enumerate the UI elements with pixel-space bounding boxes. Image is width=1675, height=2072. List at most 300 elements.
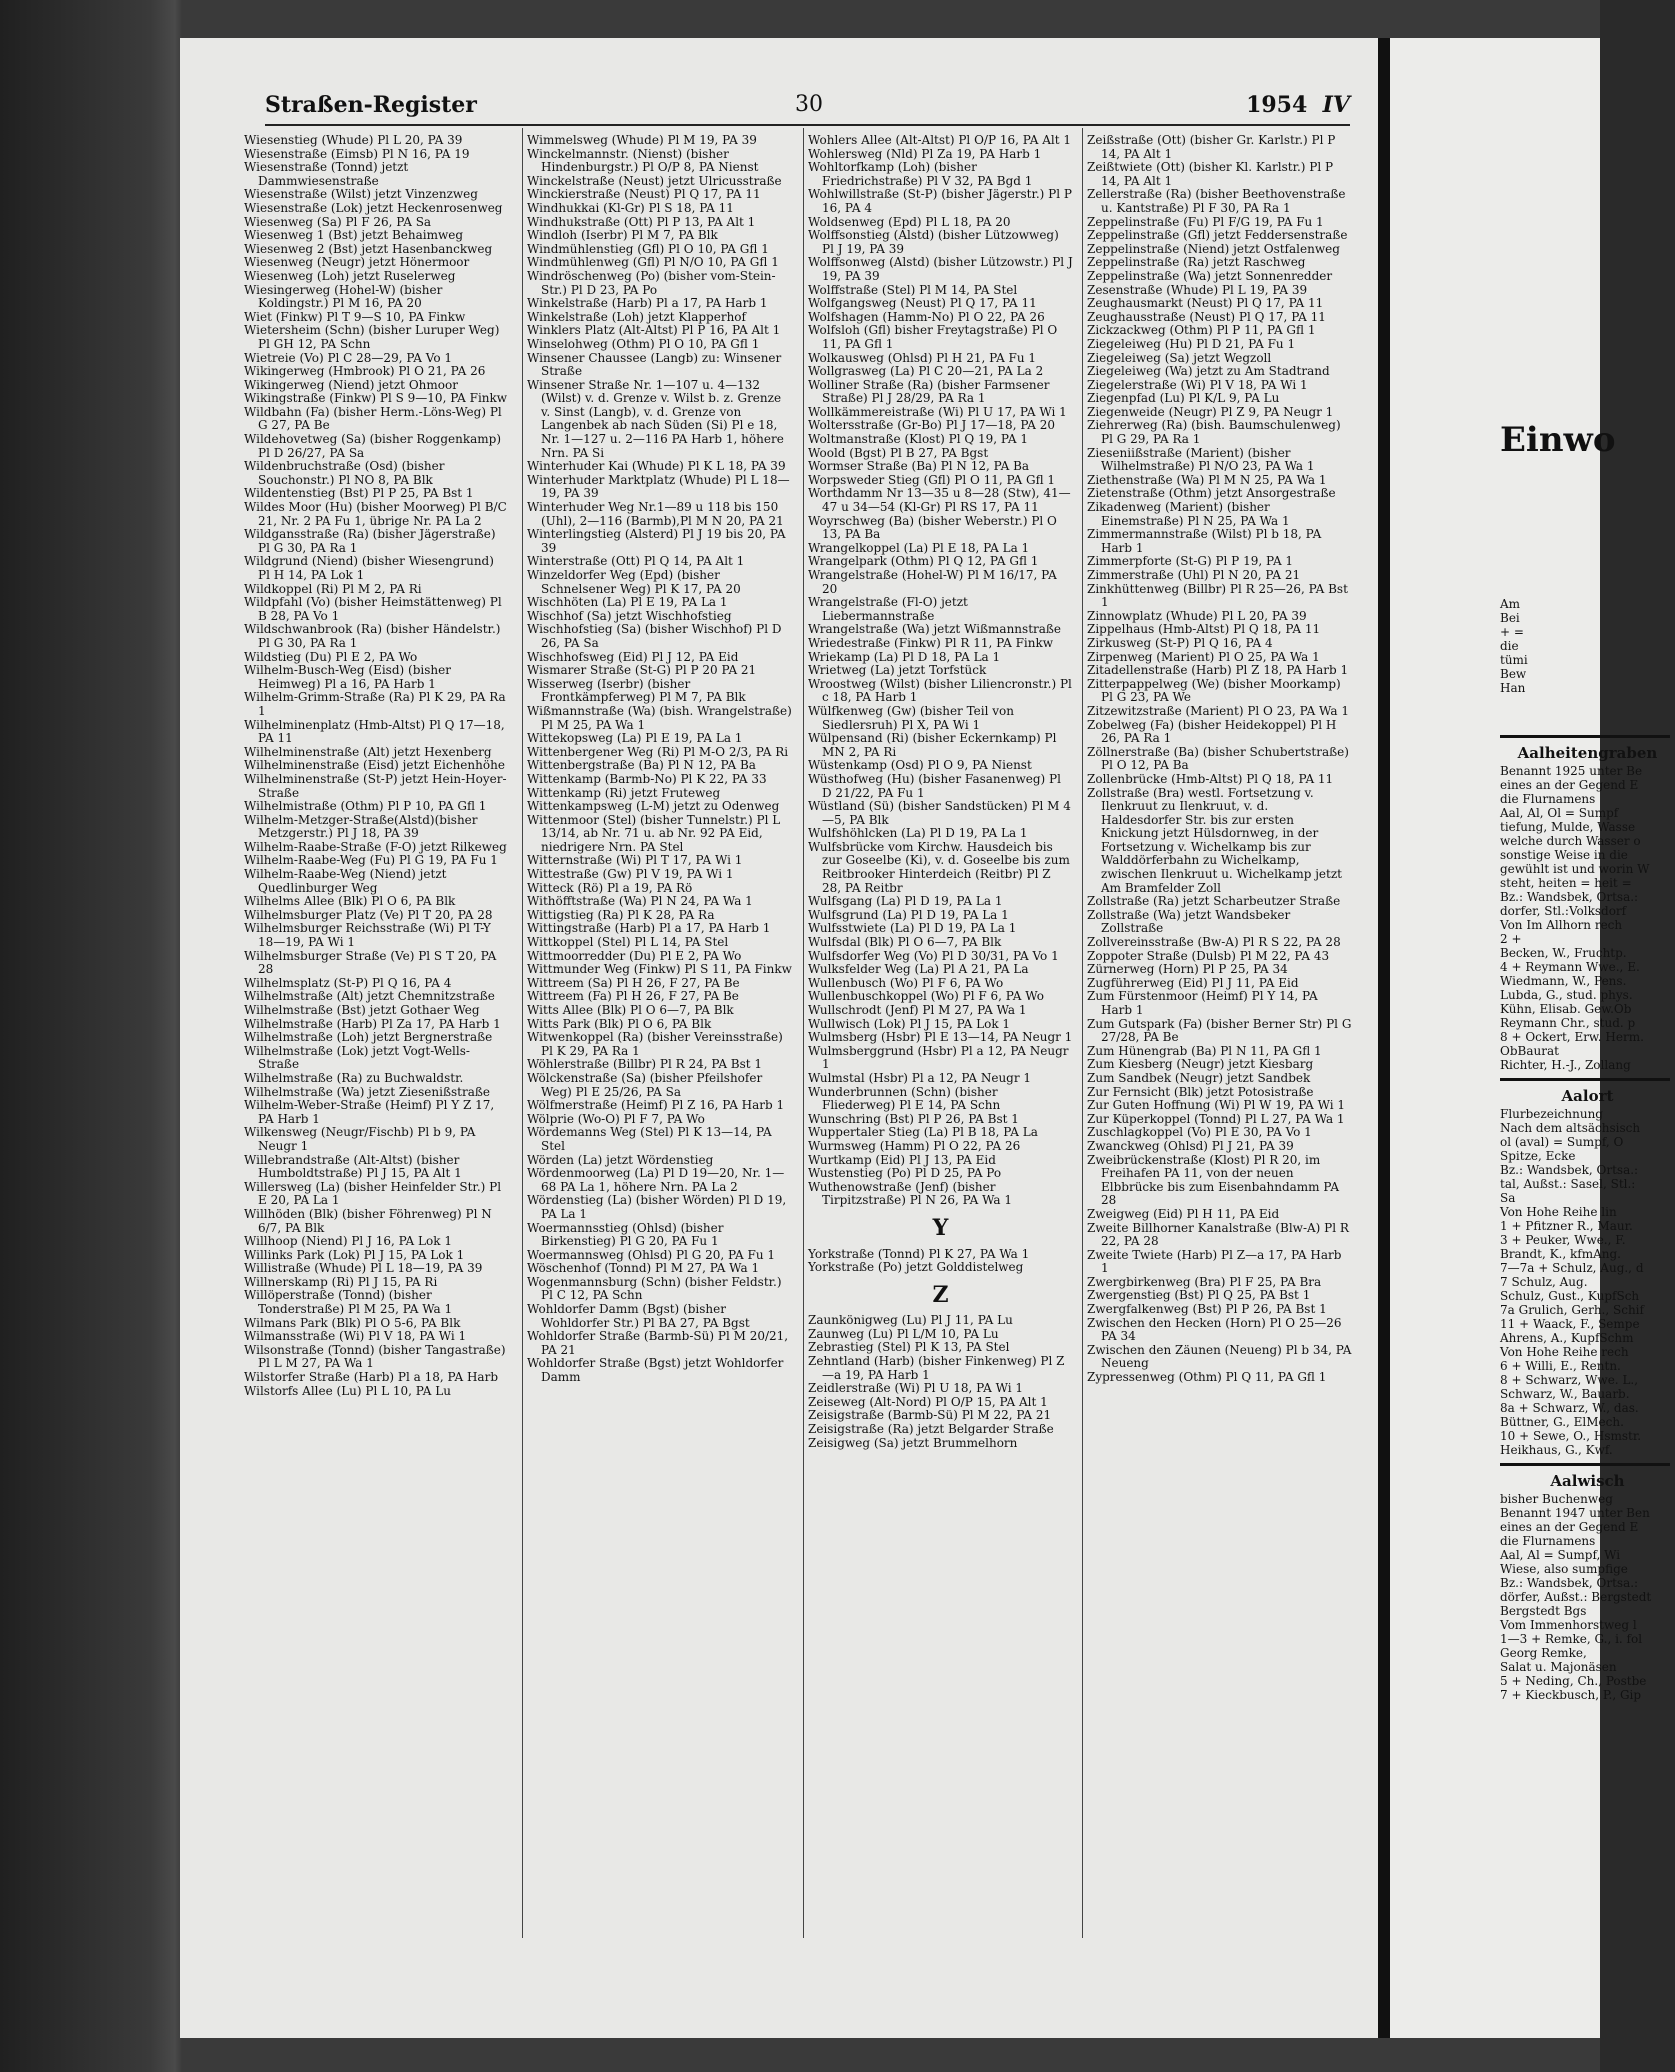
street-entry: Wilkensweg (Neugr/Fischb) Pl b 9, PA Neugr 1 <box>244 1125 476 1153</box>
street-entry: Winterlingstieg (Alsterd) Pl J 19 bis 20, PA 39 <box>527 527 786 555</box>
street-entry: Wilhelmstraße (Bst) jetzt Gothaer Weg <box>244 1003 480 1017</box>
facing-line: dörfer, Außst.: Bergstedt <box>1500 1590 1652 1604</box>
street-entry: Wilhelmsburger Reichsstraße (Wi) Pl T-Y 18—19, PA Wi 1 <box>244 921 491 950</box>
street-entry: Wischhofsweg (Eid) Pl J 12, PA Eid <box>527 649 739 664</box>
street-entry: Winzeldorfer Weg (Epd) (bisher Schnelsener Weg) Pl K 17, PA 20 <box>527 568 741 596</box>
year-volume <box>1246 92 1350 118</box>
street-entry: Woltmanstraße (Klost) Pl Q 19, PA 1 <box>808 432 1029 447</box>
column-divider <box>1082 128 1083 1938</box>
street-entry: Wrangelpark (Othm) Pl Q 12, PA Gfl 1 <box>808 554 1039 569</box>
facing-line: dorfer, Stl.:Volksdorf <box>1500 904 1627 918</box>
facing-line: die Flurnamens <box>1500 1534 1596 1548</box>
street-entry: Zoppoter Straße (Dulsb) Pl M 22, PA 43 <box>1087 948 1330 963</box>
facing-line: bisher Buchenweg <box>1500 1492 1613 1506</box>
facing-line: Richter, H.-J., Zollang <box>1500 1058 1631 1072</box>
street-entry: Zehntland (Harb) (bisher Finkenweg) Pl Z—a 19, PA Harb 1 <box>808 1354 1065 1382</box>
street-entry: Wurmsweg (Hamm) Pl O 22, PA 26 <box>808 1138 1021 1153</box>
street-entry: Wuppertaler Stieg (La) Pl B 18, PA La <box>808 1125 1038 1140</box>
facing-line: Spitze, Ecke <box>1500 1149 1576 1163</box>
street-entry: Wildkoppel (Ri) Pl M 2, PA Ri <box>244 581 422 596</box>
street-entry: Winckierstraße (Neust) Pl Q 17, PA 11 <box>527 187 761 202</box>
street-entry: Wietreie (Vo) Pl C 28—29, PA Vo 1 <box>244 350 453 365</box>
street-entry: Wildschwanbrook (Ra) (bisher Händelstr.) Pl G 30, PA Ra 1 <box>244 622 501 650</box>
facing-line: 6 + Willi, E., Rentn. <box>1500 1359 1621 1373</box>
street-entry: Zirkusweg (St-P) Pl Q 16, PA 4 <box>1087 635 1273 650</box>
street-entry: Wilhelm-Raabe-Straße (F-O) jetzt Rilkeweg <box>244 839 507 854</box>
section-letter: Y <box>932 1214 949 1241</box>
street-entry: Zobelweg (Fa) (bisher Heidekoppel) Pl H 26, PA Ra 1 <box>1087 717 1337 746</box>
facing-line: 10 + Sewe, O., Hsmstr. <box>1500 1429 1642 1443</box>
street-entry: Wolfgangsweg (Neust) Pl Q 17, PA 11 <box>808 296 1037 311</box>
street-entry: Zwischen den Zäunen (Neueng) Pl b 34, PA Neueng <box>1087 1342 1352 1371</box>
facing-line: Vom Immenhorstweg l <box>1500 1618 1637 1632</box>
facing-line: tal, Außst.: Sasel, Stl.: <box>1500 1177 1636 1191</box>
street-entry: Zuschlagkoppel (Vo) Pl E 30, PA Vo 1 <box>1087 1125 1312 1140</box>
street-entry: Zaunkönigweg (Lu) Pl J 11, PA Lu <box>808 1313 1013 1328</box>
street-entry: Ziehrerweg (Ra) (bish. Baumschulenweg) Pl G 29, PA Ra 1 <box>1087 418 1341 447</box>
street-entry: Zweibrückenstraße (Klost) Pl R 20, im Freihafen PA 11, von der neuen Elbbrücke bis zum Eisenbahndamm PA 28 <box>1087 1152 1339 1208</box>
street-entry: Wittmunder Weg (Finkw) Pl S 11, PA Finkw <box>527 962 792 977</box>
street-entry: Wördenmoorweg (La) Pl D 19—20, Nr. 1—68 PA La 1, höhere Nrn. PA La 2 <box>527 1166 785 1194</box>
street-entry: Ziegeleiweg (Sa) jetzt Wegzoll <box>1087 350 1272 365</box>
street-entry: Witteck (Rö) Pl a 19, PA Rö <box>527 880 693 895</box>
street-entry: Wittenmoor (Stel) (bisher Tunnelstr.) Pl L 13/14, ab Nr. 71 u. ab Nr. 92 PA Eid, niedrigere Nrn. PA Stel <box>527 812 781 854</box>
street-entry: Zeißstraße (Ott) (bisher Gr. Karlstr.) Pl P 14, PA Alt 1 <box>1087 133 1336 161</box>
street-entry: Wuthenowstraße (Jenf) (bisher Tirpitzstraße) Pl N 26, PA Wa 1 <box>808 1179 1013 1208</box>
street-entry: Wulmsberggrund (Hsbr) Pl a 12, PA Neugr 1 <box>808 1043 1069 1072</box>
street-entry: Willersweg (La) (bisher Heinfelder Str.) Pl E 20, PA La 1 <box>244 1179 502 1208</box>
street-entry: Wulfsdorfer Weg (Vo) Pl D 30/31, PA Vo 1 <box>808 948 1059 963</box>
street-entry: Zeisigweg (Sa) jetzt Brummelhorn <box>808 1435 1018 1450</box>
street-entry: Wiesenweg (Loh) jetzt Ruselerweg <box>244 268 456 283</box>
street-entry: Wilhelminenstraße (Alt) jetzt Hexenberg <box>244 744 492 759</box>
street-column-3 <box>808 134 1073 1450</box>
street-entry: Woltersstraße (Gr-Bo) Pl J 17—18, PA 20 <box>808 418 1056 433</box>
facing-section-title: Aalheitengraben <box>1517 744 1658 762</box>
street-entry: Zwergenstieg (Bst) Pl Q 25, PA Bst 1 <box>1087 1288 1311 1303</box>
street-entry: Windhukstraße (Ott) Pl P 13, PA Alt 1 <box>527 214 756 229</box>
street-entry: Zwergbirkenweg (Bra) Pl F 25, PA Bra <box>1087 1274 1322 1289</box>
street-entry: Wildgansstraße (Ra) (bisher Jägerstraße) Pl G 30, PA Ra 1 <box>244 527 496 555</box>
street-entry: Willnerskamp (Ri) Pl J 15, PA Ri <box>244 1274 438 1289</box>
street-entry: Wulksfelder Weg (La) Pl A 21, PA La <box>808 962 1029 977</box>
street-entry: Wolffsonweg (Alstd) (bisher Lützowstr.) Pl J 19, PA 39 <box>808 255 1073 283</box>
street-entry: Zeidlerstraße (Wi) Pl U 18, PA Wi 1 <box>808 1381 1023 1396</box>
street-entry: Zypressenweg (Othm) Pl Q 11, PA Gfl 1 <box>1087 1370 1327 1385</box>
street-entry: Wolfsloh (Gfl) bisher Freytagstraße) Pl O 11, PA Gfl 1 <box>808 323 1058 351</box>
street-entry: Worpsweder Stieg (Gfl) Pl O 11, PA Gfl 1 <box>808 472 1056 487</box>
street-entry: Wrangelstraße (Fl-O) jetzt Liebermannstraße <box>808 595 968 623</box>
facing-line: Schulz, Gust., KupfSch <box>1500 1289 1640 1303</box>
facing-line: 4 + Reymann Wwe., E. <box>1500 960 1640 974</box>
street-entry: Zebrastieg (Stel) Pl K 13, PA Stel <box>808 1340 1010 1355</box>
section-letter: Z <box>932 1281 949 1308</box>
street-entry: Wohldorfer Straße (Bgst) jetzt Wohldorfer Damm <box>527 1356 784 1385</box>
facing-line: Von Hohe Reihe rech <box>1500 1345 1629 1359</box>
street-entry: Winkelstraße (Loh) jetzt Klapperhof <box>527 309 746 324</box>
street-column-2 <box>527 134 792 1385</box>
street-entry: Wildstieg (Du) Pl E 2, PA Wo <box>244 649 418 664</box>
street-entry: Wilstorfer Straße (Harb) Pl a 18, PA Harb <box>244 1370 498 1385</box>
street-entry: Wittenkamp (Ri) jetzt Fruteweg <box>527 785 721 800</box>
facing-line: Aal, Al, Ol = Sumpf <box>1500 806 1619 820</box>
street-entry: Zur Fernsicht (Blk) jetzt Potosistraße <box>1087 1084 1314 1099</box>
street-entry: Wohldorfer Straße (Barmb-Sü) Pl M 20/21, PA 21 <box>527 1329 789 1357</box>
facing-line: Benannt 1925 unter Be <box>1500 764 1643 778</box>
street-entry: Wittenbergener Weg (Ri) Pl M-O 2/3, PA Ri <box>527 744 789 759</box>
street-entry: Wördemanns Weg (Stel) Pl K 13—14, PA Stel <box>527 1125 772 1153</box>
street-entry: Wustenstieg (Po) Pl D 25, PA Po <box>808 1166 1002 1181</box>
facing-line: 7 + Kieckbusch, P., Gip <box>1500 1688 1642 1702</box>
street-entry: Wiesenweg 2 (Bst) jetzt Hasenbanckweg <box>244 241 493 256</box>
street-entry: Wiesenstraße (Tonnd) jetzt Dammwiesenstraße <box>244 160 409 188</box>
street-entry: Wiesenstraße (Eimsb) Pl N 16, PA 19 <box>244 146 470 161</box>
street-entry: Windloh (Iserbr) Pl M 7, PA Blk <box>527 228 718 243</box>
street-entry: Zeppelinstraße (Ra) jetzt Raschweg <box>1087 255 1306 270</box>
facing-line: 8a + Schwarz, W., das. <box>1500 1401 1639 1415</box>
facing-line: Von Im Allhorn rech <box>1500 918 1623 932</box>
street-entry: Winterstraße (Ott) Pl Q 14, PA Alt 1 <box>527 554 745 569</box>
section-rule <box>1500 735 1670 738</box>
street-entry: Wohlersweg (Nld) Pl Za 19, PA Harb 1 <box>808 146 1042 161</box>
street-entry: Zellerstraße (Ra) (bisher Beethovenstraße u. Kantstraße) Pl F 30, PA Ra 1 <box>1087 187 1346 215</box>
street-entry: Witternstraße (Wi) Pl T 17, PA Wi 1 <box>527 853 743 868</box>
facing-line: Bz.: Wandsbek, Ortsa.: <box>1500 890 1639 904</box>
street-entry: Willhoop (Niend) Pl J 16, PA Lok 1 <box>244 1234 452 1249</box>
street-entry: Winklers Platz (Alt-Altst) Pl P 16, PA Alt 1 <box>527 323 781 338</box>
street-entry: Wilmans Park (Blk) Pl O 5-6, PA Blk <box>244 1315 461 1330</box>
street-entry: Zollvereinsstraße (Bw-A) Pl R S 22, PA 28 <box>1087 935 1341 950</box>
street-entry: Zeppelinstraße (Niend) jetzt Ostfalenweg <box>1087 241 1340 256</box>
street-entry: Zollstraße (Ra) jetzt Scharbeutzer Straße <box>1087 894 1341 909</box>
facing-line: 7 Schulz, Aug. <box>1500 1275 1588 1289</box>
street-entry: Winselohweg (Othm) Pl O 10, PA Gfl 1 <box>527 336 760 351</box>
facing-line: Bz.: Wandsbek, Ortsa.: <box>1500 1163 1639 1177</box>
street-entry: Wiesenweg (Neugr) jetzt Hönermoor <box>244 255 470 270</box>
street-entry: Wildgrund (Niend) (bisher Wiesengrund) Pl H 14, PA Lok 1 <box>244 554 494 582</box>
street-entry: Zwischen den Hecken (Horn) Pl O 25—26 PA 34 <box>1087 1315 1342 1344</box>
register-title: Straßen-Register <box>265 92 477 118</box>
street-entry: Wittenkampsweg (L-M) jetzt zu Odenweg <box>527 799 780 814</box>
street-entry: Wrangelkoppel (La) Pl E 18, PA La 1 <box>808 540 1030 555</box>
street-entry: Wittestraße (Gw) Pl V 19, PA Wi 1 <box>527 867 734 882</box>
street-entry: Ziegeleiweg (Hu) Pl D 21, PA Fu 1 <box>1087 336 1296 351</box>
street-entry: Wöschenhof (Tonnd) Pl M 27, PA Wa 1 <box>527 1261 760 1276</box>
street-entry: Zesenstraße (Whude) Pl L 19, PA 39 <box>1087 282 1308 297</box>
street-entry: Zieseniißstraße (Marient) (bisher Wilhelmstraße) Pl N/O 23, PA Wa 1 <box>1087 445 1315 474</box>
street-entry: Wurtkamp (Eid) Pl J 13, PA Eid <box>808 1152 996 1167</box>
facing-line: tiefung, Mulde, Wasse <box>1500 820 1636 834</box>
street-column-4 <box>1087 134 1352 1385</box>
street-entry: Wikingstraße (Finkw) Pl S 9—10, PA Finkw <box>244 391 508 406</box>
facing-fragment: Bew <box>1500 667 1527 681</box>
street-entry: Wullenbuschkoppel (Wo) Pl F 6, PA Wo <box>808 989 1044 1004</box>
street-entry: Zitzewitzstraße (Marient) Pl O 23, PA Wa 1 <box>1087 703 1349 718</box>
street-entry: Wüstland (Sü) (bisher Sandstücken) Pl M 4—5, PA Blk <box>808 799 1071 827</box>
facing-line: Reymann Chr., stud. p <box>1500 1016 1636 1030</box>
facing-fragment: Han <box>1500 681 1526 695</box>
street-entry: Zimmermannstraße (Wilst) Pl b 18, PA Harb 1 <box>1087 527 1322 555</box>
street-entry: Wilhelminenplatz (Hmb-Altst) Pl Q 17—18, PA 11 <box>244 717 505 746</box>
street-entry: Wittreem (Fa) Pl H 26, F 27, PA Be <box>527 989 739 1004</box>
street-entry: Zwanckweg (Ohlsd) Pl J 21, PA 39 <box>1087 1138 1294 1153</box>
street-entry: Wischhöten (La) Pl E 19, PA La 1 <box>527 595 728 610</box>
facing-page <box>1390 38 1658 2038</box>
street-entry: Zweigweg (Eid) Pl H 11, PA Eid <box>1087 1206 1280 1221</box>
street-entry: Withöfftstraße (Wa) Pl N 24, PA Wa 1 <box>527 894 753 909</box>
facing-line: Bergstedt Bgs <box>1500 1604 1587 1618</box>
street-entry: Wölfmerstraße (Heimf) Pl Z 16, PA Harb 1 <box>527 1098 785 1113</box>
street-entry: Winterhuder Marktplatz (Whude) Pl L 18—19, PA 39 <box>527 472 790 501</box>
street-entry: Wilhelm-Grimm-Straße (Ra) Pl K 29, PA Ra 1 <box>244 690 506 718</box>
street-entry: Woldsenweg (Epd) Pl L 18, PA 20 <box>808 214 1011 229</box>
street-entry: Zippelhaus (Hmb-Altst) Pl Q 18, PA 11 <box>1087 622 1321 637</box>
street-entry: Zürnerweg (Horn) Pl P 25, PA 34 <box>1087 962 1288 977</box>
street-entry: Winsener Chaussee (Langb) zu: Winsener Straße <box>527 350 782 379</box>
street-entry: Wittenbergstraße (Ba) Pl N 12, PA Ba <box>527 758 756 773</box>
street-entry: Wullwisch (Lok) Pl J 15, PA Lok 1 <box>808 1016 1011 1031</box>
street-entry: Wilhelmstraße (Harb) Pl Za 17, PA Harb 1 <box>244 1016 501 1031</box>
street-entry: Woold (Bgst) Pl B 27, PA Bgst <box>808 445 989 460</box>
facing-line: Sa <box>1500 1191 1516 1205</box>
street-entry: Wrangelstraße (Hohel-W) Pl M 16/17, PA 20 <box>808 568 1057 596</box>
street-entry: Wriedestraße (Finkw) Pl R 11, PA Finkw <box>808 635 1054 650</box>
street-entry: Wilsonstraße (Tonnd) (bisher Tangastraße) Pl L M 27, PA Wa 1 <box>244 1342 506 1371</box>
street-entry: Wunschring (Bst) Pl P 26, PA Bst 1 <box>808 1111 1019 1126</box>
street-entry: Wiesingerweg (Hohel-W) (bisher Koldingstr.) Pl M 16, PA 20 <box>244 282 443 311</box>
header-rule <box>265 124 1350 126</box>
street-entry: Wilhelmstraße (Loh) jetzt Bergnerstraße <box>244 1030 493 1045</box>
street-entry: Zugführerweg (Eid) Pl J 11, PA Eid <box>1087 975 1299 990</box>
street-entry: Zaunweg (Lu) Pl L/M 10, PA Lu <box>808 1326 999 1341</box>
street-entry: Zollstraße (Wa) jetzt Wandsbeker Zollstraße <box>1087 907 1291 936</box>
street-entry: Windröschenweg (Po) (bisher vom-Stein-Str.) Pl D 23, PA Po <box>527 268 776 297</box>
street-entry: Winterhuder Kai (Whude) Pl K L 18, PA 39 <box>527 459 786 474</box>
street-entry: Wilmansstraße (Wi) Pl V 18, PA Wi 1 <box>244 1329 467 1344</box>
street-entry: Wiesenstraße (Wilst) jetzt Vinzenzweg <box>244 187 478 202</box>
facing-line: ol (aval) = Sumpf, O <box>1500 1135 1624 1149</box>
facing-section-title: Aalort <box>1561 1087 1614 1105</box>
volume: IV <box>1322 92 1350 118</box>
street-entry: Zollenbrücke (Hmb-Altst) Pl Q 18, PA 11 <box>1087 771 1334 786</box>
facing-line: Schwarz, W., Bauarb. <box>1500 1387 1630 1401</box>
street-entry: Zikadenweg (Marient) (bisher Einemstraße) Pl N 25, PA Wa 1 <box>1087 500 1290 528</box>
street-entry: Wiesenstieg (Whude) Pl L 20, PA 39 <box>244 133 463 147</box>
facing-fragment: Bei <box>1500 611 1520 625</box>
street-entry: Zinkhüttenweg (Billbr) Pl R 25—26, PA Bst 1 <box>1087 581 1348 610</box>
street-entry: Wikingerweg (Niend) jetzt Ohmoor <box>244 377 458 392</box>
street-entry: Wildenbruchstraße (Osd) (bisher Souchonstr.) Pl NO 8, PA Blk <box>244 459 445 487</box>
facing-line: 1 + Pfitzner R., Maur. <box>1500 1219 1633 1233</box>
street-entry: Wogenmannsburg (Schn) (bisher Feldstr.) Pl C 12, PA Schn <box>527 1274 782 1303</box>
street-entry: Zeisigstraße (Ra) jetzt Belgarder Straße <box>808 1422 1054 1437</box>
facing-line: Nach dem altsächsisch <box>1500 1121 1641 1135</box>
street-entry: Wrangelstraße (Wa) jetzt Wißmannstraße <box>808 622 1062 637</box>
facing-page-content <box>1500 420 1675 1702</box>
street-entry: Zum Sandbek (Neugr) jetzt Sandbek <box>1087 1070 1311 1085</box>
street-entry: Wulfshöhlcken (La) Pl D 19, PA La 1 <box>808 826 1028 841</box>
street-entry: Wildehovetweg (Sa) (bisher Roggenkamp) Pl D 26/27, PA Sa <box>244 432 502 460</box>
street-entry: Winkelstraße (Harb) Pl a 17, PA Harb 1 <box>527 296 768 311</box>
street-entry: Wölckenstraße (Sa) (bisher Pfeilshofer Weg) Pl E 25/26, PA Sa <box>527 1070 763 1099</box>
street-entry: Zitadellenstraße (Harb) Pl Z 18, PA Harb 1 <box>1087 663 1349 678</box>
street-entry: Wischhof (Sa) jetzt Wischhofstieg <box>527 608 732 623</box>
year: 1954 <box>1246 92 1308 118</box>
street-entry: Wildes Moor (Hu) (bisher Moorweg) Pl B/C 21, Nr. 2 PA Fu 1, übrige Nr. PA La 2 <box>244 500 507 528</box>
street-entry: Wilhelm-Raabe-Weg (Niend) jetzt Quedlinburger Weg <box>244 867 447 895</box>
facing-line: gewühlt ist und worin W <box>1500 862 1650 876</box>
street-entry: Wroostweg (Wilst) (bisher Liliencronstr.) Pl c 18, PA Harb 1 <box>808 676 1072 705</box>
street-entry: Wilstorfs Allee (Lu) Pl L 10, PA Lu <box>244 1383 451 1398</box>
street-entry: Woyrschweg (Ba) (bisher Weberstr.) Pl O 13, PA Ba <box>808 513 1057 542</box>
street-entry: Wisserweg (Iserbr) (bisher Frontkämpferweg) Pl M 7, PA Blk <box>527 676 746 705</box>
street-entry: Yorkstraße (Po) jetzt Golddistelweg <box>808 1260 1024 1275</box>
street-entry: Wißmannstraße (Wa) (bish. Wrangelstraße) Pl M 25, PA Wa 1 <box>527 703 792 732</box>
column-divider <box>522 128 523 1938</box>
street-entry: Wohldorfer Damm (Bgst) (bisher Wohldorfer Str.) Pl BA 27, PA Bgst <box>527 1302 750 1330</box>
page-header <box>265 92 1350 122</box>
facing-line: steht, heiten = heit = <box>1500 876 1632 890</box>
street-entry: Ziegeleiweg (Wa) jetzt zu Am Stadtrand <box>1087 364 1330 379</box>
street-entry: Zeißtwiete (Ott) (bisher Kl. Karlstr.) Pl P 14, PA Alt 1 <box>1087 160 1334 188</box>
street-entry: Wilhelmsplatz (St-P) Pl Q 16, PA 4 <box>244 975 452 990</box>
street-entry: Willistraße (Whude) Pl L 18—19, PA 39 <box>244 1261 483 1276</box>
street-entry: Wilhelm-Raabe-Weg (Fu) Pl G 19, PA Fu 1 <box>244 853 498 868</box>
facing-line: Flurbezeichnung <box>1500 1107 1603 1121</box>
street-entry: Wolffstraße (Stel) Pl M 14, PA Stel <box>808 282 1018 297</box>
street-entry: Zeppelinstraße (Gfl) jetzt Feddersenstraße <box>1087 228 1348 243</box>
street-entry: Wimmelsweg (Whude) Pl M 19, PA 39 <box>527 133 757 147</box>
facing-line: Benannt 1947 unter Ben <box>1500 1506 1650 1520</box>
street-entry: Wohltorfkamp (Loh) (bisher Friedrichstraße) Pl V 32, PA Bgd 1 <box>808 160 1033 188</box>
street-entry: Wittenkamp (Barmb-No) Pl K 22, PA 33 <box>527 771 767 786</box>
facing-line: 7a Grulich, Gerh., Schif <box>1500 1303 1644 1317</box>
street-entry: Wiet (Finkw) Pl T 9—S 10, PA Finkw <box>244 309 466 324</box>
street-entry: Wiesenweg (Sa) Pl F 26, PA Sa <box>244 214 432 229</box>
street-entry: Wolkausweg (Ohlsd) Pl H 21, PA Fu 1 <box>808 350 1037 365</box>
street-entry: Windmühlenstieg (Gfl) Pl O 10, PA Gfl 1 <box>527 241 769 256</box>
street-entry: Windhukkai (Kl-Gr) Pl S 18, PA 11 <box>527 200 734 215</box>
page-number: 30 <box>795 92 823 117</box>
street-entry: Willebrandstraße (Alt-Altst) (bisher Humboldtstraße) Pl J 15, PA Alt 1 <box>244 1152 462 1181</box>
street-entry: Wohlers Allee (Alt-Altst) Pl O/P 16, PA Alt 1 <box>808 133 1071 147</box>
facing-line: sonstige Weise in die <box>1500 848 1628 862</box>
street-entry: Wildbahn (Fa) (bisher Herm.-Löns-Weg) Pl G 27, PA Be <box>244 404 502 433</box>
street-entry: Wolliner Straße (Ra) (bisher Farmsener Straße) Pl J 28/29, PA Ra 1 <box>808 377 1050 406</box>
street-entry: Zitterpappelweg (We) (bisher Moorkamp) Pl G 23, PA We <box>1087 676 1341 705</box>
street-entry: Wüstenkamp (Osd) Pl O 9, PA Nienst <box>808 758 1032 773</box>
street-entry: Zum Fürstenmoor (Heimf) Pl Y 14, PA Harb 1 <box>1087 989 1318 1017</box>
street-entry: Wriekamp (La) Pl D 18, PA La 1 <box>808 649 1001 664</box>
street-entry: Witts Park (Blk) Pl O 6, PA Blk <box>527 1016 712 1031</box>
street-entry: Wilhelmstraße (Wa) jetzt Ziesenißstraße <box>244 1084 490 1099</box>
street-entry: Wulmsberg (Hsbr) Pl E 13—14, PA Neugr 1 <box>808 1030 1073 1045</box>
street-entry: Wullenbusch (Wo) Pl F 6, PA Wo <box>808 975 1004 990</box>
facing-line: Becken, W., Fruchtp. <box>1500 946 1627 960</box>
street-entry: Wittekopsweg (La) Pl E 19, PA La 1 <box>527 731 743 746</box>
facing-line: 2 + <box>1500 932 1522 946</box>
facing-section-title: Aalwisch <box>1550 1472 1625 1490</box>
street-entry: Zöllnerstraße (Ba) (bisher Schubertstraße) Pl O 12, PA Ba <box>1087 744 1349 773</box>
street-entry: Zickzackweg (Othm) Pl P 11, PA Gfl 1 <box>1087 323 1316 338</box>
street-entry: Wördenstieg (La) (bisher Wörden) Pl D 19, PA La 1 <box>527 1193 787 1221</box>
facing-line: 7—7a + Schulz, Aug., d <box>1500 1261 1644 1275</box>
street-entry: Woermannsstieg (Ohlsd) (bisher Birkenstieg) Pl G 20, PA Fu 1 <box>527 1220 724 1249</box>
facing-line: Salat u. Majonäsen <box>1500 1660 1617 1674</box>
facing-line: Ahrens, A., KupfSchm <box>1500 1331 1634 1345</box>
street-entry: Windmühlenweg (Gfl) Pl N/O 10, PA Gfl 1 <box>527 255 779 270</box>
facing-line: die Flurnamens <box>1500 792 1596 806</box>
street-entry: Wittigstieg (Ra) Pl K 28, PA Ra <box>527 907 715 922</box>
street-entry: Wilhelmsburger Platz (Ve) Pl T 20, PA 28 <box>244 907 493 922</box>
street-entry: Wiesenweg 1 (Bst) jetzt Behaimweg <box>244 228 464 243</box>
street-entry: Wilhelminenstraße (Eisd) jetzt Eichenhöhe <box>244 758 505 773</box>
street-entry: Zeppelinstraße (Wa) jetzt Sonnenredder <box>1087 268 1333 283</box>
facing-line: Brandt, K., kfmAng. <box>1500 1247 1621 1261</box>
facing-line: 1—3 + Remke, G., i. fol <box>1500 1632 1643 1646</box>
street-entry: Yorkstraße (Tonnd) Pl K 27, PA Wa 1 <box>808 1246 1030 1261</box>
facing-line: Von Hohe Reihe lin <box>1500 1205 1617 1219</box>
street-entry: Zimmerstraße (Uhl) Pl N 20, PA 21 <box>1087 568 1301 582</box>
street-entry: Wilhelmistraße (Othm) Pl P 10, PA Gfl 1 <box>244 799 487 814</box>
street-entry: Wulmstal (Hsbr) Pl a 12, PA Neugr 1 <box>808 1070 1032 1085</box>
street-entry: Winsener Straße Nr. 1—107 u. 4—132 (Wilst) v. d. Grenze v. Wilst b. z. Grenze v. Sinst (Langb), v. d. Grenze von Langenbek ab nach Süden (Si) Pl e 18, Nr. 1—127 u. 2—116 PA Harb 1, höhere Nrn. PA Si <box>527 377 784 460</box>
section-rule <box>1500 1463 1670 1466</box>
street-entry: Ziethenstraße (Wa) Pl M N 25, PA Wa 1 <box>1087 472 1327 487</box>
street-entry: Zirpenweg (Marient) Pl O 25, PA Wa 1 <box>1087 649 1320 664</box>
street-entry: Wollgrasweg (La) Pl C 20—21, PA La 2 <box>808 364 1044 379</box>
street-entry: Wülfkenweg (Gw) (bisher Teil von Siedlersruh) Pl X, PA Wi 1 <box>808 703 1014 732</box>
facing-line: 8 + Schwarz, Wwe. L., <box>1500 1373 1639 1387</box>
facing-line: 11 + Waack, F., Sempe <box>1500 1317 1640 1331</box>
street-entry: Zietenstraße (Othm) jetzt Ansorgestraße <box>1087 486 1336 501</box>
street-entry: Zollstraße (Bra) westl. Fortsetzung v. Ilenkruut zu Ilenkruut, v. d. Haldesdorfer Str. bis zur ersten Knickung jetzt Hülsdornweg, in der Fortsetzung v. Wichelkamp bis zur Walddörferbahn zu Wichelkamp, zwischen Ilenkruut u. Wichelkamp jetzt Am Bramfelder Zoll <box>1087 785 1342 895</box>
street-entry: Wolffsonstieg (Alstd) (bisher Lützowweg) Pl J 19, PA 39 <box>808 228 1059 256</box>
street-entry: Zeiseweg (Alt-Nord) Pl O/P 15, PA Alt 1 <box>808 1394 1048 1409</box>
street-entry: Wulfsgrund (La) Pl D 19, PA La 1 <box>808 907 1009 922</box>
street-entry: Wittkoppel (Stel) Pl L 14, PA Stel <box>527 935 729 950</box>
street-entry: Wunderbrunnen (Schn) (bisher Fliederweg) Pl E 14, PA Schn <box>808 1084 1001 1113</box>
street-entry: Wollkämmereistraße (Wi) Pl U 17, PA Wi 1 <box>808 404 1067 419</box>
facing-line: Aal, Al = Sumpf, Wi <box>1500 1548 1621 1562</box>
street-entry: Zur Guten Hoffnung (Wi) Pl W 19, PA Wi 1 <box>1087 1098 1346 1113</box>
street-entry: Wildpfahl (Vo) (bisher Heimstättenweg) Pl B 28, PA Vo 1 <box>244 595 502 623</box>
street-entry: Wülpensand (Ri) (bisher Eckernkamp) Pl MN 2, PA Ri <box>808 731 1057 759</box>
facing-line: Lubda, G., stud. phys. <box>1500 988 1633 1002</box>
street-entry: Zweite Billhorner Kanalstraße (Blw-A) Pl R 22, PA 28 <box>1087 1220 1349 1249</box>
street-entry: Wulfsgang (La) Pl D 19, PA La 1 <box>808 894 1003 909</box>
street-entry: Zimmerpforte (St-G) Pl P 19, PA 1 <box>1087 554 1294 569</box>
column-divider <box>803 128 804 1938</box>
street-entry: Wilhelminenstraße (St-P) jetzt Hein-Hoyer-Straße <box>244 771 507 800</box>
street-entry: Wulfsbrücke vom Kirchw. Hausdeich bis zur Goseelbe (Ki), v. d. Goseelbe bis zum Reitbrooker Hinterdeich (Reitbr) Pl Z 28, PA Reitbr <box>808 839 1070 895</box>
facing-line: Wiese, also sumpfige <box>1500 1562 1628 1576</box>
street-entry: Wölprie (Wo-O) Pl F 7, PA Wo <box>527 1111 705 1126</box>
street-entry: Wulfsdal (Blk) Pl O 6—7, PA Blk <box>808 935 1002 950</box>
street-entry: Wiesenstraße (Lok) jetzt Heckenrosenweg <box>244 200 503 215</box>
facing-line: eines an der Gegend E <box>1500 1520 1639 1534</box>
facing-line: Heikhaus, G., Kwf. <box>1500 1443 1613 1457</box>
facing-line: eines an der Gegend E <box>1500 778 1639 792</box>
facing-line: 8 + Ockert, Erw. Herm. <box>1500 1030 1644 1044</box>
street-entry: Wilhelmstraße (Alt) jetzt Chemnitzstraße <box>244 989 495 1004</box>
street-entry: Zur Küperkoppel (Tonnd) Pl L 27, PA Wa 1 <box>1087 1111 1345 1126</box>
street-entry: Zum Hünengrab (Ba) Pl N 11, PA Gfl 1 <box>1087 1043 1322 1058</box>
street-entry: Wörden (La) jetzt Wördenstieg <box>527 1152 714 1167</box>
street-entry: Ziegenweide (Neugr) Pl Z 9, PA Neugr 1 <box>1087 404 1334 419</box>
street-entry: Wilhelmstraße (Lok) jetzt Vogt-Wells-Straße <box>244 1043 470 1072</box>
street-column-1 <box>244 134 509 1398</box>
